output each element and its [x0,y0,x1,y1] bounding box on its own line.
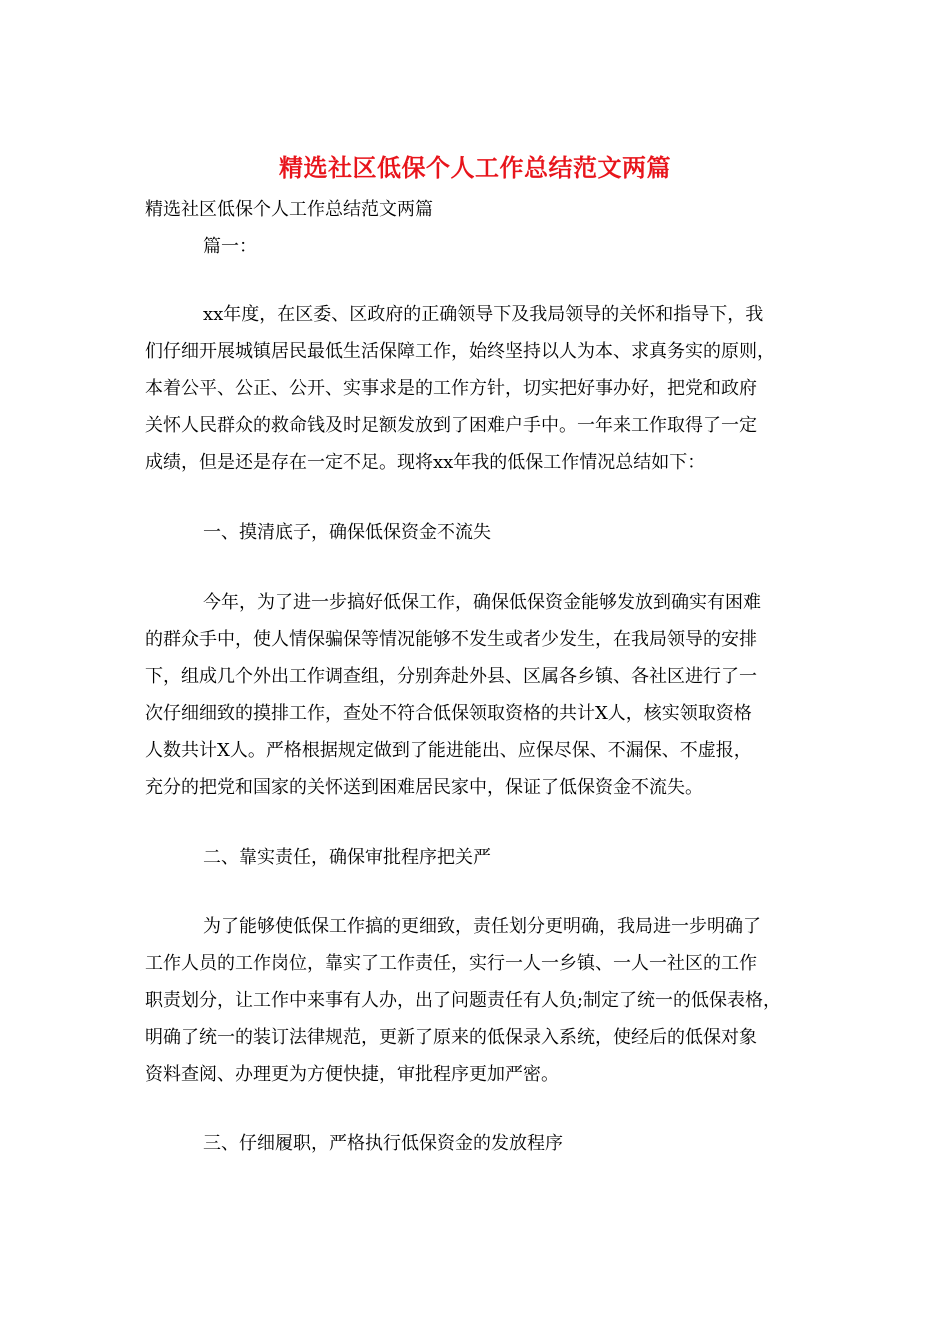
text-line: 人数共计X人。严格根据规定做到了能进能出、应保尽保、不漏保、不虚报， [145,740,752,761]
text-line: 关怀人民群众的救命钱及时足额发放到了困难户手中。一年来工作取得了一定 [145,415,757,436]
text-line: 次仔细细致的摸排工作，查处不符合低保领取资格的共计X人，核实领取资格 [145,703,752,724]
text-line: 充分的把党和国家的关怀送到困难居民家中，保证了低保资金不流失。 [145,777,703,798]
text-line: 的群众手中，使人情保骗保等情况能够不发生或者少发生，在我局领导的安排 [145,629,757,650]
document-title: 精选社区低保个人工作总结范文两篇 [279,153,671,182]
text-line: 成绩，但是还是存在一定不足。现将xx年我的低保工作情况总结如下： [145,452,706,473]
text-line: 下，组成几个外出工作调查组，分别奔赴外县、区属各乡镇、各社区进行了一 [145,666,757,687]
part-label: 篇一： [203,236,257,257]
text-line: 为了能够使低保工作搞的更细致，责任划分更明确，我局进一步明确了 [203,916,761,937]
text-line: 职责划分，让工作中来事有人办，出了问题责任有人负;制定了统一的低保表格， [145,990,782,1011]
heading-line: 三、仔细履职，严格执行低保资金的发放程序 [203,1133,563,1154]
paragraph-intro [145,296,815,481]
section-heading-2 [145,839,815,876]
text-line: 明确了统一的装订法律规范，更新了原来的低保录入系统，使经后的低保对象 [145,1027,757,1048]
text-line: xx年度，在区委、区政府的正确领导下及我局领导的关怀和指导下，我 [203,304,764,325]
text-line: 今年，为了进一步搞好低保工作，确保低保资金能够发放到确实有困难 [203,592,761,613]
heading-line: 二、靠实责任，确保审批程序把关严 [203,847,491,868]
paragraph-section-2 [145,908,815,1093]
heading-line: 一、摸清底子，确保低保资金不流失 [203,522,491,543]
document-subtitle: 精选社区低保个人工作总结范文两篇 [145,199,433,220]
text-line: 工作人员的工作岗位，靠实了工作责任，实行一人一乡镇、一人一社区的工作 [145,953,757,974]
text-line: 们仔细开展城镇居民最低生活保障工作，始终坚持以人为本、求真务实的原则， [145,341,775,362]
section-heading-3 [145,1125,815,1162]
text-line: 本着公平、公正、公开、实事求是的工作方针，切实把好事办好，把党和政府 [145,378,757,399]
paragraph-section-1 [145,584,815,806]
section-heading-1 [145,514,815,551]
text-line: 资料查阅、办理更为方便快捷，审批程序更加严密。 [145,1064,559,1085]
